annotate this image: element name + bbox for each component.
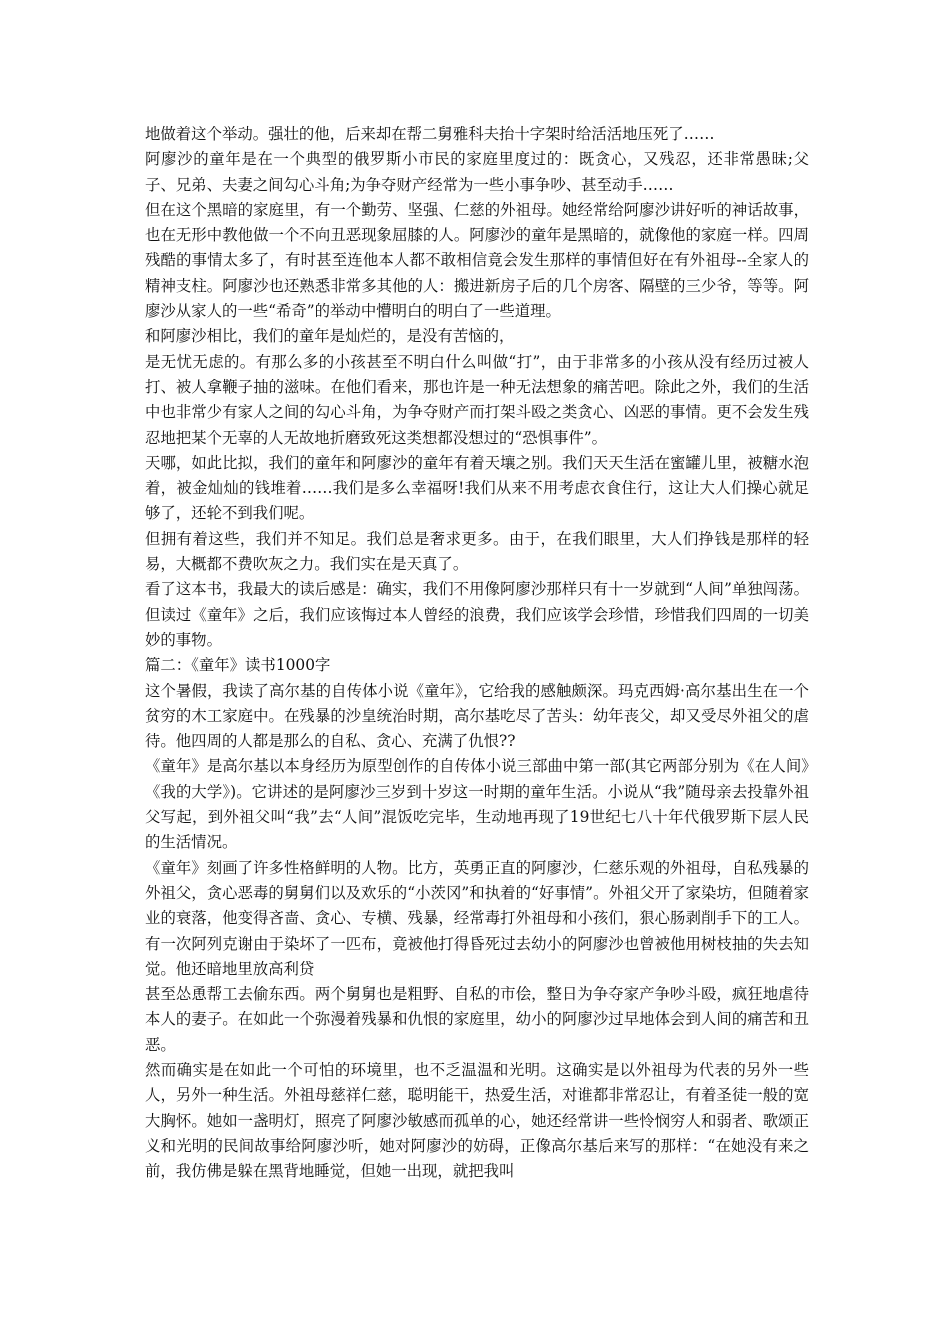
paragraph-7: 但拥有着这些，我们并不知足。我们总是奢求更多。由于，在我们眼里，大人们挣钱是那样的轻易，大概都不费吹灰之力。我们实在是天真了。: [145, 529, 809, 574]
paragraph-6: 天哪，如此比拟，我们的童年和阿廖沙的童年有着天壤之别。我们天天生活在蜜罐儿里，被糖水泡着，被金灿灿的钱堆着……我们是多么幸福呀!我们从来不用考虑衣食住行，这让大人们操心就足够了，还轮不到我们呢。: [145, 453, 809, 523]
paragraph-11: 《童年》刻画了许多性格鲜明的人物。比方，英勇正直的阿廖沙，仁慈乐观的外祖母，自私残暴的外祖父，贪心恶毒的舅舅们以及欢乐的“小茨冈”和执着的“好事情”。外祖父开了家染坊，但随着家业的衰落，他变得吝啬、贪心、专横、残暴，经常毒打外祖母和小孩们，狠心肠剥削手下的工人。有一次阿列克谢由于染坏了一匹布，竟被他打得昏死过去幼小的阿廖沙也曾被他用树枝抽的失去知觉。他还暗地里放高利贷: [145, 858, 809, 978]
paragraph-4: 和阿廖沙相比，我们的童年是灿烂的，是没有苦恼的，: [145, 327, 515, 346]
paragraph-8: 看了这本书，我最大的读后感是：确实，我们不用像阿廖沙那样只有十一岁就到“人间”单独闯荡。但读过《童年》之后，我们应该悔过本人曾经的浪费，我们应该学会珍惜，珍惜我们四周的一切美妙的事物。: [145, 580, 809, 649]
section-heading: 篇二：《童年》读书1000字: [145, 656, 331, 675]
paragraph-5: 是无忧无虑的。有那么多的小孩甚至不明白什么叫做“打”，由于非常多的小孩从没有经历过被人打、被人拿鞭子抽的滋味。在他们看来，那也许是一种无法想象的痛苦吧。除此之外，我们的生活中也非常少有家人之间的勾心斗角，为争夺财产而打架斗殴之类贪心、凶恶的事情。更不会发生残忍地把某个无辜的人无故地折磨致死这类想都没想过的“恐惧事件”。: [145, 352, 809, 447]
document-body: [145, 122, 809, 1184]
paragraph-9: 这个暑假，我读了高尔基的自传体小说《童年》，它给我的感触颇深。玛克西姆·高尔基出生在一个贫穷的木工家庭中。在残暴的沙皇统治时期，高尔基吃尽了苦头：幼年丧父，却又受尽外祖父的虐待。他四周的人都是那么的自私、贪心、充满了仇恨??: [145, 681, 809, 751]
paragraph-3: 但在这个黑暗的家庭里，有一个勤劳、坚强、仁慈的外祖母。她经常给阿廖沙讲好听的神话故事，也在无形中教他做一个不向丑恶现象屈膝的人。阿廖沙的童年是黑暗的，就像他的家庭一样。四周残酷的事情太多了，有时甚至连他本人都不敢相信竟会发生那样的事情但好在有外祖母--全家人的精神支柱。阿廖沙也还熟悉非常多其他的人：搬进新房子后的几个房客、隔壁的三少爷，等等。阿廖沙从家人的一些“希奇”的举动中懵明白的明白了一些道理。: [145, 200, 809, 321]
paragraph-1: 地做着这个举动。强壮的他，后来却在帮二舅雅科夫抬十字架时给活活地压死了……: [145, 125, 715, 143]
paragraph-10: 《童年》是高尔基以本身经历为原型创作的自传体小说三部曲中第一部(其它两部分别为《在人间》《我的大学》)。它讲述的是阿廖沙三岁到十岁这一时期的童年生活。小说从“我”随母亲去投靠外祖父写起，到外祖父叫“我”去“人间”混饭吃完毕，生动地再现了19世纪七八十年代俄罗斯下层人民的生活情况。: [145, 757, 809, 852]
paragraph-12: 甚至怂恿帮工去偷东西。两个舅舅也是粗野、自私的市侩，整日为争夺家产争吵斗殴，疯狂地虐待本人的妻子。在如此一个弥漫着残暴和仇恨的家庭里，幼小的阿廖沙过早地体会到人间的痛苦和丑恶。: [145, 985, 809, 1054]
paragraph-2: 阿廖沙的童年是在一个典型的俄罗斯小市民的家庭里度过的：既贪心，又残忍，还非常愚昧;父子、兄弟、夫妻之间勾心斗角;为争夺财产经常为一些小事争吵、甚至动手……: [145, 150, 809, 194]
paragraph-13: 然而确实是在如此一个可怕的环境里，也不乏温温和光明。这确实是以外祖母为代表的另外一些人，另外一种生活。外祖母慈祥仁慈，聪明能干，热爱生活，对谁都非常忍让，有着圣徒一般的宽大胸怀。她如一盏明灯，照亮了阿廖沙敏感而孤单的心，她还经常讲一些怜悯穷人和弱者、歌颂正义和光明的民间故事给阿廖沙听，她对阿廖沙的妨碍，正像高尔基后来写的那样：“在她没有来之前，我仿佛是躲在黑背地睡觉，但她一出现，就把我叫: [145, 1060, 809, 1181]
